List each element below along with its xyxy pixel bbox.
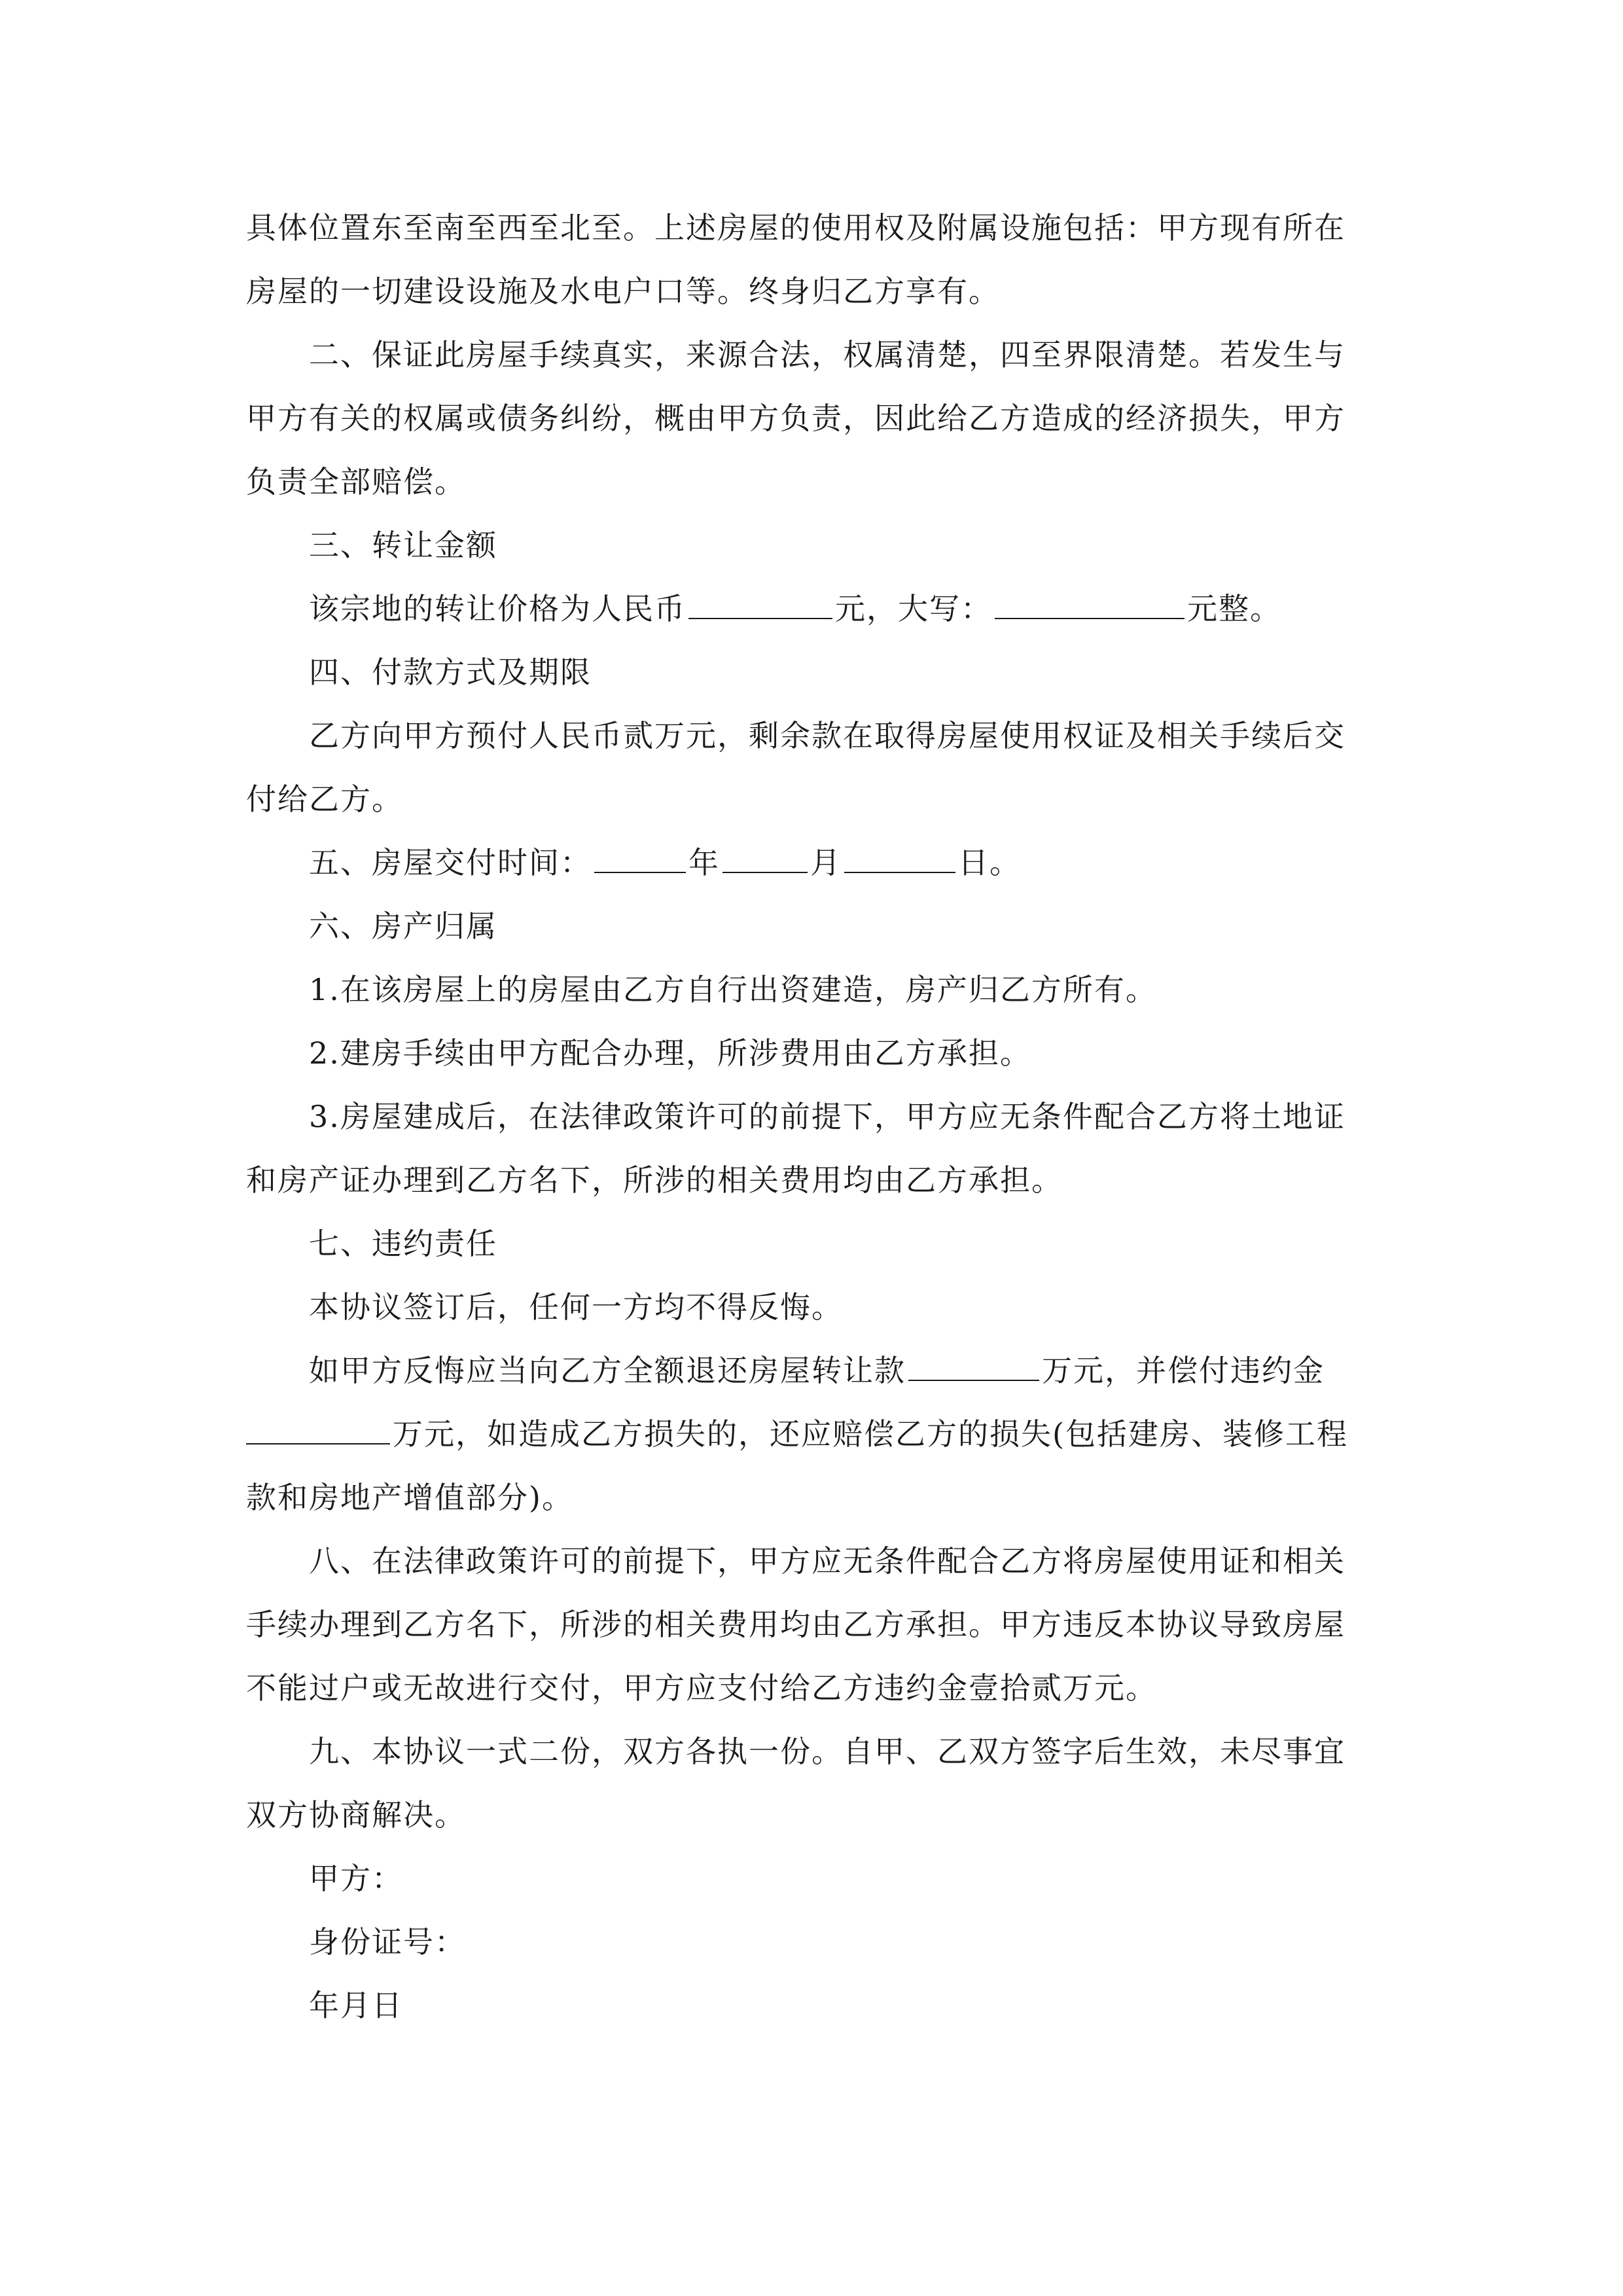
section-9-line-1: 九、本协议一式二份，双方各执一份。自甲、乙双方签字后生效，未尽事宜 [309, 1734, 1346, 1769]
delivery-time-line [246, 831, 1378, 895]
price-suffix: 元整。 [1187, 591, 1281, 626]
penalty-label: 万元，并偿付违约金 [1042, 1353, 1325, 1388]
section-4-line-1: 乙方向甲方预付人民币贰万元，剩余款在取得房屋使用权证及相关手续后交 [309, 718, 1346, 753]
contract-page [246, 196, 1378, 2037]
month-blank[interactable] [722, 846, 808, 873]
section-7-title: 七、违约责任 [309, 1226, 497, 1261]
transfer-price-line [246, 577, 1378, 641]
clause-2-line-2: 甲方有关的权属或债务纠纷，概由甲方负责，因此给乙方造成的经济损失，甲方 [246, 401, 1346, 436]
refund-label: 如甲方反悔应当向乙方全额退还房屋转让款 [309, 1353, 906, 1388]
clause-1-line-1: 具体位置东至南至西至北至。上述房屋的使用权及附属设施包括：甲方现有所在 [246, 210, 1346, 245]
day-label: 日。 [958, 845, 1021, 880]
section-9-line-2: 双方协商解决。 [246, 1797, 466, 1833]
section-4-line-2: 付给乙方。 [246, 781, 403, 817]
section-4-title: 四、付款方式及期限 [309, 655, 592, 690]
clause-2-line-1: 二、保证此房屋手续真实，来源合法，权属清楚，四至界限清楚。若发生与 [309, 337, 1346, 372]
section-3-title: 三、转让金额 [309, 528, 497, 563]
section-7-line-3 [246, 1403, 1378, 1466]
price-uppercase-blank[interactable] [995, 592, 1185, 619]
section-6-item-1: 1.在该房屋上的房屋由乙方自行出资建造，房产归乙方所有。 [309, 972, 1157, 1007]
clause-2-line-3: 负责全部赔偿。 [246, 464, 466, 499]
section-8-line-2: 手续办理到乙方名下，所涉的相关费用均由乙方承担。甲方违反本协议导致房屋 [246, 1607, 1346, 1642]
section-7-line-3-text: 万元，如造成乙方损失的，还应赔偿乙方的损失(包括建房、装修工程 [393, 1416, 1348, 1452]
price-blank[interactable] [688, 592, 832, 619]
section-7-line-2 [246, 1339, 1378, 1403]
month-label: 月 [810, 845, 842, 880]
delivery-time-label: 五、房屋交付时间： [309, 845, 592, 880]
section-7-line-1: 本协议签订后，任何一方均不得反悔。 [309, 1289, 843, 1325]
penalty-amount-blank[interactable] [246, 1417, 390, 1444]
signature-id-number: 身份证号： [309, 1924, 466, 1960]
section-6-item-2: 2.建房手续由甲方配合办理，所涉费用由乙方承担。 [309, 1035, 1031, 1071]
signature-party-a: 甲方： [309, 1861, 403, 1896]
year-blank[interactable] [594, 846, 686, 873]
section-6-item-3-line-1: 3.房屋建成后，在法律政策许可的前提下，甲方应无条件配合乙方将土地证 [309, 1099, 1346, 1134]
section-6-item-3-line-2: 和房产证办理到乙方名下，所涉的相关费用均由乙方承担。 [246, 1162, 1063, 1198]
section-8-line-1: 八、在法律政策许可的前提下，甲方应无条件配合乙方将房屋使用证和相关 [309, 1543, 1346, 1579]
price-uppercase-label: 元，大写： [835, 591, 992, 626]
signature-date: 年月日 [309, 1988, 403, 2023]
day-blank[interactable] [844, 846, 955, 873]
section-6-title: 六、房产归属 [309, 908, 497, 944]
clause-1-line-2: 房屋的一切建设设施及水电户口等。终身归乙方享有。 [246, 274, 1000, 309]
section-8-line-3: 不能过户或无故进行交付，甲方应支付给乙方违约金壹拾贰万元。 [246, 1670, 1157, 1706]
transfer-price-label: 该宗地的转让价格为人民币 [309, 591, 686, 626]
year-label: 年 [688, 845, 720, 880]
section-7-line-4: 款和房地产增值部分)。 [246, 1480, 573, 1515]
refund-amount-blank[interactable] [908, 1354, 1039, 1381]
